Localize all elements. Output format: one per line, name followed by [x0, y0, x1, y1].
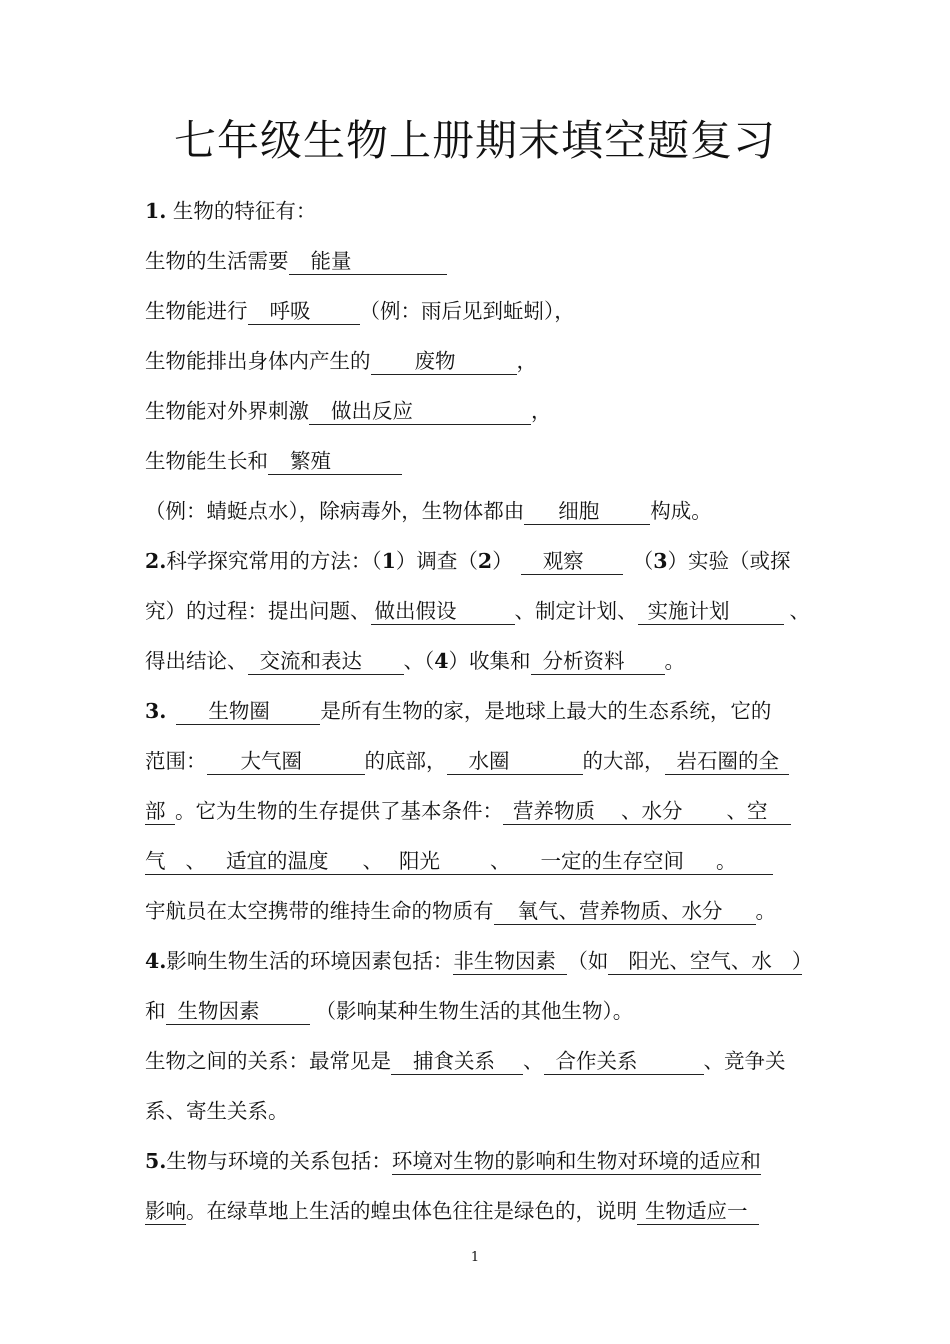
answer-blank: 影响	[145, 1199, 186, 1223]
answer-blank: 观察	[521, 548, 623, 575]
answer-blank: 氧气、营养物质、水分	[494, 898, 756, 925]
answer-blank: 交流和表达	[248, 648, 404, 675]
question-number: 2.	[145, 549, 167, 573]
fill-line: 范围： 大气圈 的底部， 水圈 的大部， 岩石圈的全	[145, 746, 810, 776]
answer-blank: 生物圈	[176, 698, 320, 725]
fill-line: （例：蜻蜓点水），除病毒外，生物体都由 细胞 构成。	[145, 499, 712, 523]
answer-blank: 营养物质 、水分 、空	[503, 798, 791, 825]
answer-blank: 实施计划	[638, 598, 784, 625]
answer-blank: 分析资料	[531, 648, 665, 675]
fill-line: 宇航员在太空携带的维持生命的物质有 氧气、营养物质、水分 。	[145, 899, 776, 923]
answer-blank: 生物因素	[166, 998, 310, 1025]
fill-line: 得出结论、 交流和表达 、（4）收集和 分析资料 。	[145, 649, 686, 673]
answer-blank: 做出假设	[371, 598, 515, 625]
fill-line: 生物能进行 呼吸 （例：雨后见到蚯蚓），	[145, 299, 575, 323]
answer-blank: 捕食关系	[391, 1048, 523, 1075]
page-number: 1	[470, 1250, 480, 1265]
answer-blank: 合作关系	[544, 1048, 704, 1075]
answer-blank: 细胞	[524, 498, 650, 525]
answer-blank: 大气圈	[207, 748, 365, 775]
answer-blank: 繁殖	[268, 448, 402, 475]
answer-blank: 水圈	[447, 748, 583, 775]
answer-blank: 部	[145, 798, 175, 825]
fill-line	[145, 846, 810, 876]
question-4-line: 4.影响生物生活的环境因素包括：非生物因素 （如 阳光、空气、水 ）	[145, 949, 813, 973]
fill-line: 生物的生活需要 能量	[145, 246, 810, 276]
answer-blank: 呼吸	[248, 298, 360, 325]
fill-line: 生物能生长和 繁殖	[145, 446, 810, 476]
document-title: 七年级生物上册期末填空题复习	[173, 116, 776, 165]
fill-line: 影响。在绿草地上生活的蝗虫体色往往是绿色的，说明 生物适应一	[145, 1196, 810, 1226]
fill-line: 生物之间的关系：最常见是 捕食关系 、 合作关系 、竞争关	[145, 1049, 786, 1073]
fill-line: 生物能对外界刺激 做出反应 ，	[145, 399, 552, 423]
fill-line: 究）的过程：提出问题、 做出假设 、制定计划、 实施计划 、	[145, 599, 810, 623]
fill-line: 和 生物因素 （影响某种生物生活的其他生物）。	[145, 999, 634, 1023]
answer-blank: 环境对生物的影响和生物对环境的适应和	[391, 1149, 761, 1173]
answer-blank: 能量	[289, 248, 447, 275]
fill-line: 部 。它为生物的生存提供了基本条件： 营养物质 、水分 、空	[145, 796, 810, 826]
question-5-line: 5.生物与环境的关系包括：环境对生物的影响和生物对环境的适应和	[145, 1149, 761, 1173]
question-number: 3.	[145, 699, 167, 723]
fill-line: 生物能排出身体内产生的 废物 ，	[145, 349, 537, 373]
question-number: 1.	[145, 199, 167, 223]
question-1-heading: 1. 生物的特征有：	[145, 199, 317, 223]
question-3-line: 3. 生物圈 是所有生物的家，是地球上最大的生态系统，它的	[145, 699, 772, 723]
answer-blank: 岩石圈的全	[665, 748, 789, 775]
question-number: 5.	[145, 1149, 167, 1173]
question-number: 4.	[145, 949, 167, 973]
answer-blank: 生物适应一	[637, 1198, 759, 1225]
answer-blank: 非生物因素	[453, 948, 567, 975]
answer-blank: 阳光、空气、水 ）	[608, 948, 802, 975]
fill-line: 系、寄生关系。	[145, 1099, 289, 1123]
answer-blank: 气 、 适宜的温度 、 阳光 、 一定的生存空间 。	[145, 848, 773, 875]
question-2-line: 2.科学探究常用的方法：（1）调查（2） 观察 （3）实验（或探	[145, 549, 791, 573]
answer-blank: 废物	[371, 348, 517, 375]
answer-blank: 做出反应	[309, 398, 531, 425]
